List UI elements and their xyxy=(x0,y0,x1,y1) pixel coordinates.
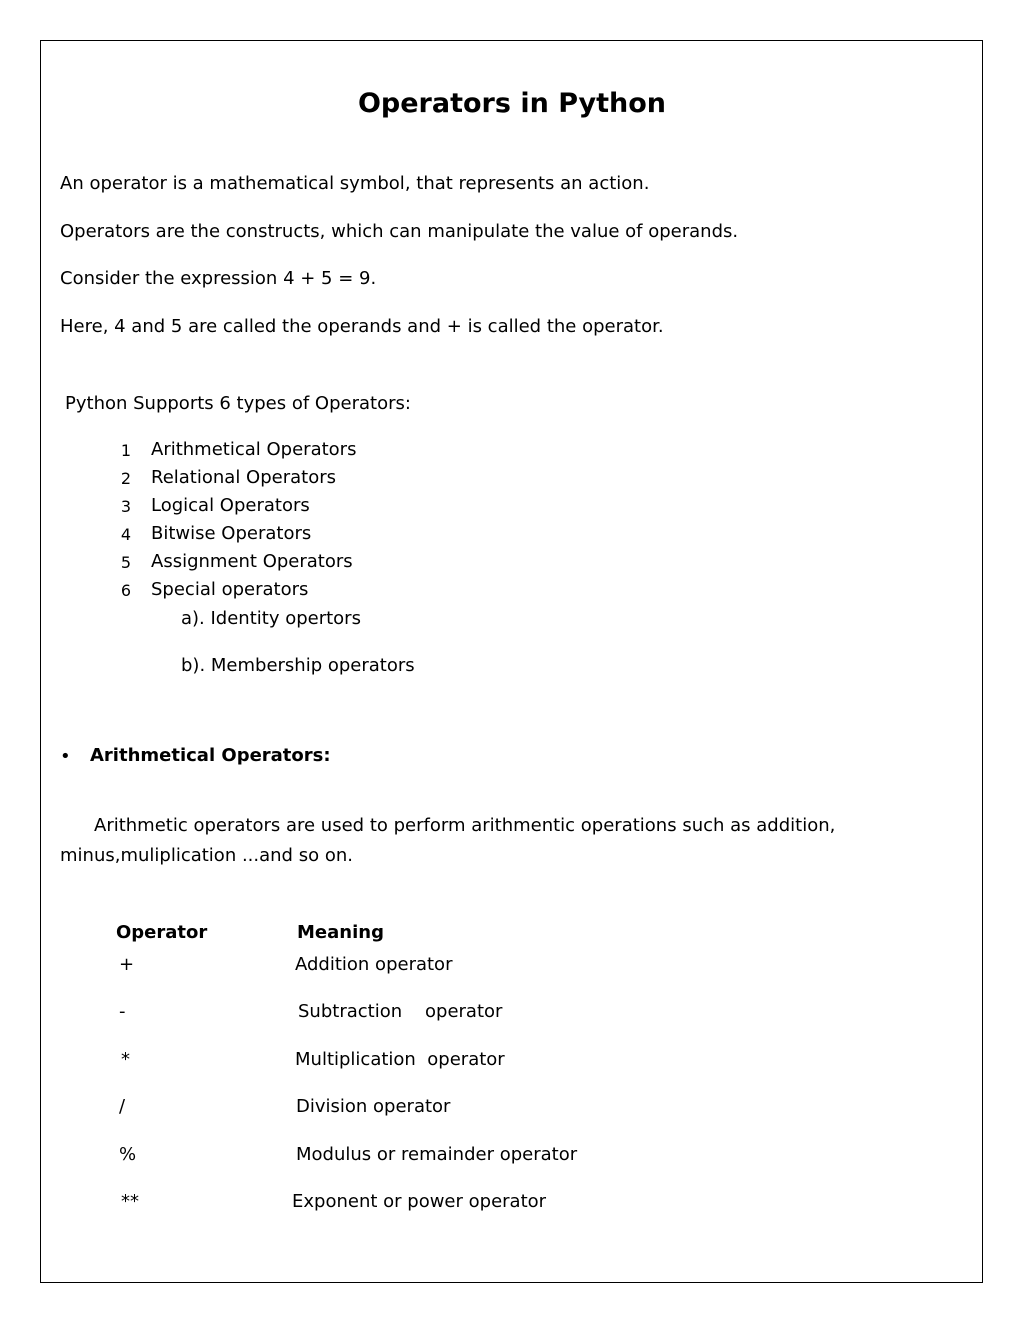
section-description-line-1: Arithmetic operators are used to perform arithmentic operations such as addition, xyxy=(94,815,836,836)
operator-meaning: Modulus or remainder operator xyxy=(296,1144,578,1165)
intro-paragraph-4: Here, 4 and 5 are called the operands and + is called the operator. xyxy=(60,316,664,337)
operator-symbol: % xyxy=(119,1144,137,1165)
operator-symbol: / xyxy=(119,1096,126,1117)
operator-symbol: * xyxy=(121,1049,130,1070)
intro-paragraph-3: Consider the expression 4 + 5 = 9. xyxy=(60,268,377,289)
operator-symbol: - xyxy=(119,1001,126,1022)
operator-symbol: + xyxy=(119,954,135,975)
table-header-operator: Operator xyxy=(116,922,208,943)
list-item-label: Bitwise Operators xyxy=(151,523,312,544)
operator-meaning: Addition operator xyxy=(295,954,453,975)
section-heading: Arithmetical Operators: xyxy=(90,745,331,766)
section-description-line-2: minus,muliplication ...and so on. xyxy=(60,845,353,866)
subtype-identity: a). Identity opertors xyxy=(181,608,361,629)
operator-meaning: Exponent or power operator xyxy=(292,1191,547,1212)
list-item-label: Assignment Operators xyxy=(151,551,353,572)
operator-meaning: Division operator xyxy=(296,1096,451,1117)
list-item-number: 6 xyxy=(120,581,132,600)
list-item-label: Logical Operators xyxy=(151,495,310,516)
subtype-membership: b). Membership operators xyxy=(181,655,415,676)
list-item-label: Special operators xyxy=(151,579,309,600)
operator-meaning: Multiplication operator xyxy=(295,1049,505,1070)
list-item-number: 4 xyxy=(120,525,132,544)
list-item-number: 2 xyxy=(120,469,132,488)
list-item-number: 1 xyxy=(120,441,132,460)
intro-paragraph-1: An operator is a mathematical symbol, that represents an action. xyxy=(60,173,650,194)
list-item-label: Arithmetical Operators xyxy=(151,439,357,460)
list-item-number: 3 xyxy=(120,497,132,516)
types-heading: Python Supports 6 types of Operators: xyxy=(65,393,411,414)
bullet-icon: • xyxy=(60,746,71,767)
operator-symbol: ** xyxy=(121,1191,139,1212)
intro-paragraph-2: Operators are the constructs, which can manipulate the value of operands. xyxy=(60,221,739,242)
list-item-label: Relational Operators xyxy=(151,467,336,488)
list-item-number: 5 xyxy=(120,553,132,572)
operator-meaning: Subtraction operator xyxy=(298,1001,503,1022)
page-title: Operators in Python xyxy=(357,88,667,119)
table-header-meaning: Meaning xyxy=(297,922,384,943)
